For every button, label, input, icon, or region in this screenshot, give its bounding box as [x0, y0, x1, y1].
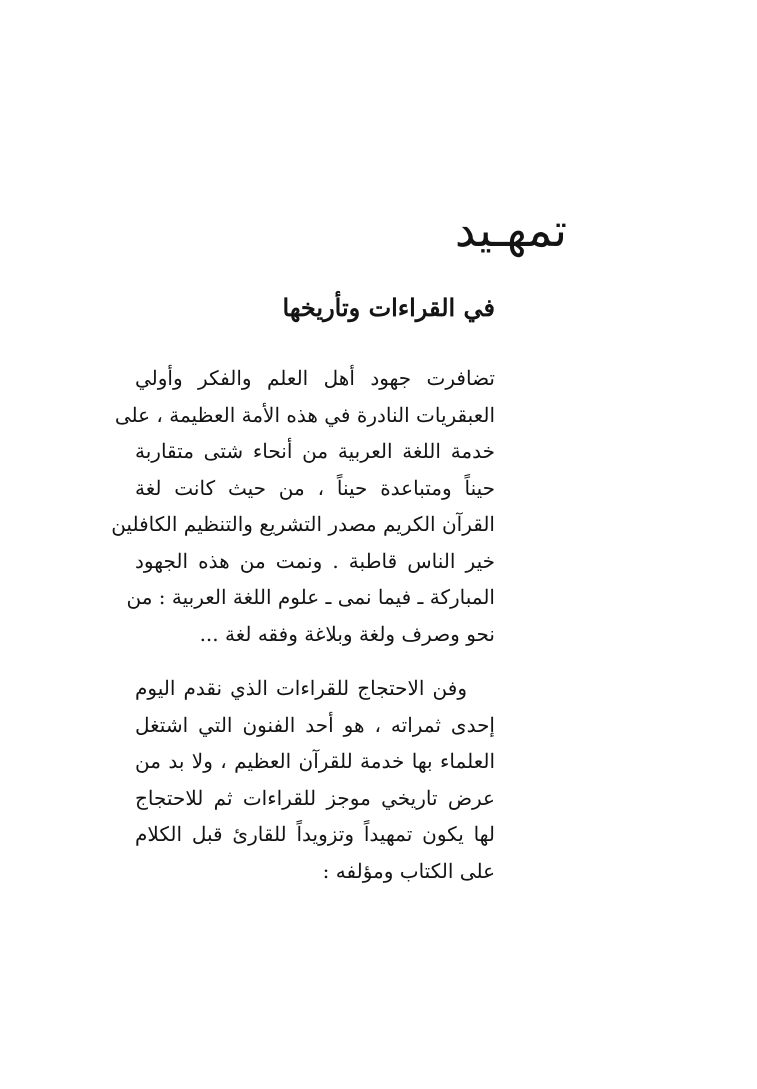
paragraph-line: عرض تاريخي موجز للقراءات ثم للاحتجاج	[135, 785, 495, 810]
paragraph-1	[111, 360, 495, 652]
paragraph-line: خير الناس قاطبة . ونمت من هذه الجهود	[135, 548, 495, 573]
paragraph-line: تضافرت جهود أهل العلم والفكر وأولي	[135, 366, 495, 390]
paragraph-line: القرآن الكريم مصدر التشريع والتنظيم الكافلين	[111, 512, 495, 536]
paragraph-line: العلماء بها خدمة للقرآن العظيم ، ولا بد من	[135, 749, 495, 773]
paragraph-line: حيناً ومتباعدة حيناً ، من حيث كانت لغة	[135, 475, 495, 500]
paragraph-line: لها يكون تمهيداً وتزويداً للقارئ قبل الكلام	[135, 822, 495, 846]
paragraph-line: المباركة ـ فيما نمى ـ علوم اللغة العربية : من	[126, 585, 495, 609]
paragraph-line: إحدى ثمراته ، هو أحد الفنون التي اشتغل	[135, 712, 495, 737]
paragraph-line: العبقريات النادرة في هذه الأمة العظيمة ، على	[114, 402, 495, 427]
paragraph-line: خدمة اللغة العربية من أنحاء شتى متقاربة	[135, 439, 495, 463]
paragraph-line: على الكتاب ومؤلفه :	[322, 858, 495, 883]
paragraph-line: وفن الاحتجاج للقراءات الذي نقدم اليوم	[135, 676, 467, 700]
paragraph-2	[135, 670, 495, 889]
chapter-title: تمهـيد	[454, 203, 567, 257]
paragraph-line: نحو وصرف ولغة وبلاغة وفقه لغة ...	[199, 621, 495, 646]
section-heading: في القراءات وتأريخها	[282, 293, 495, 322]
